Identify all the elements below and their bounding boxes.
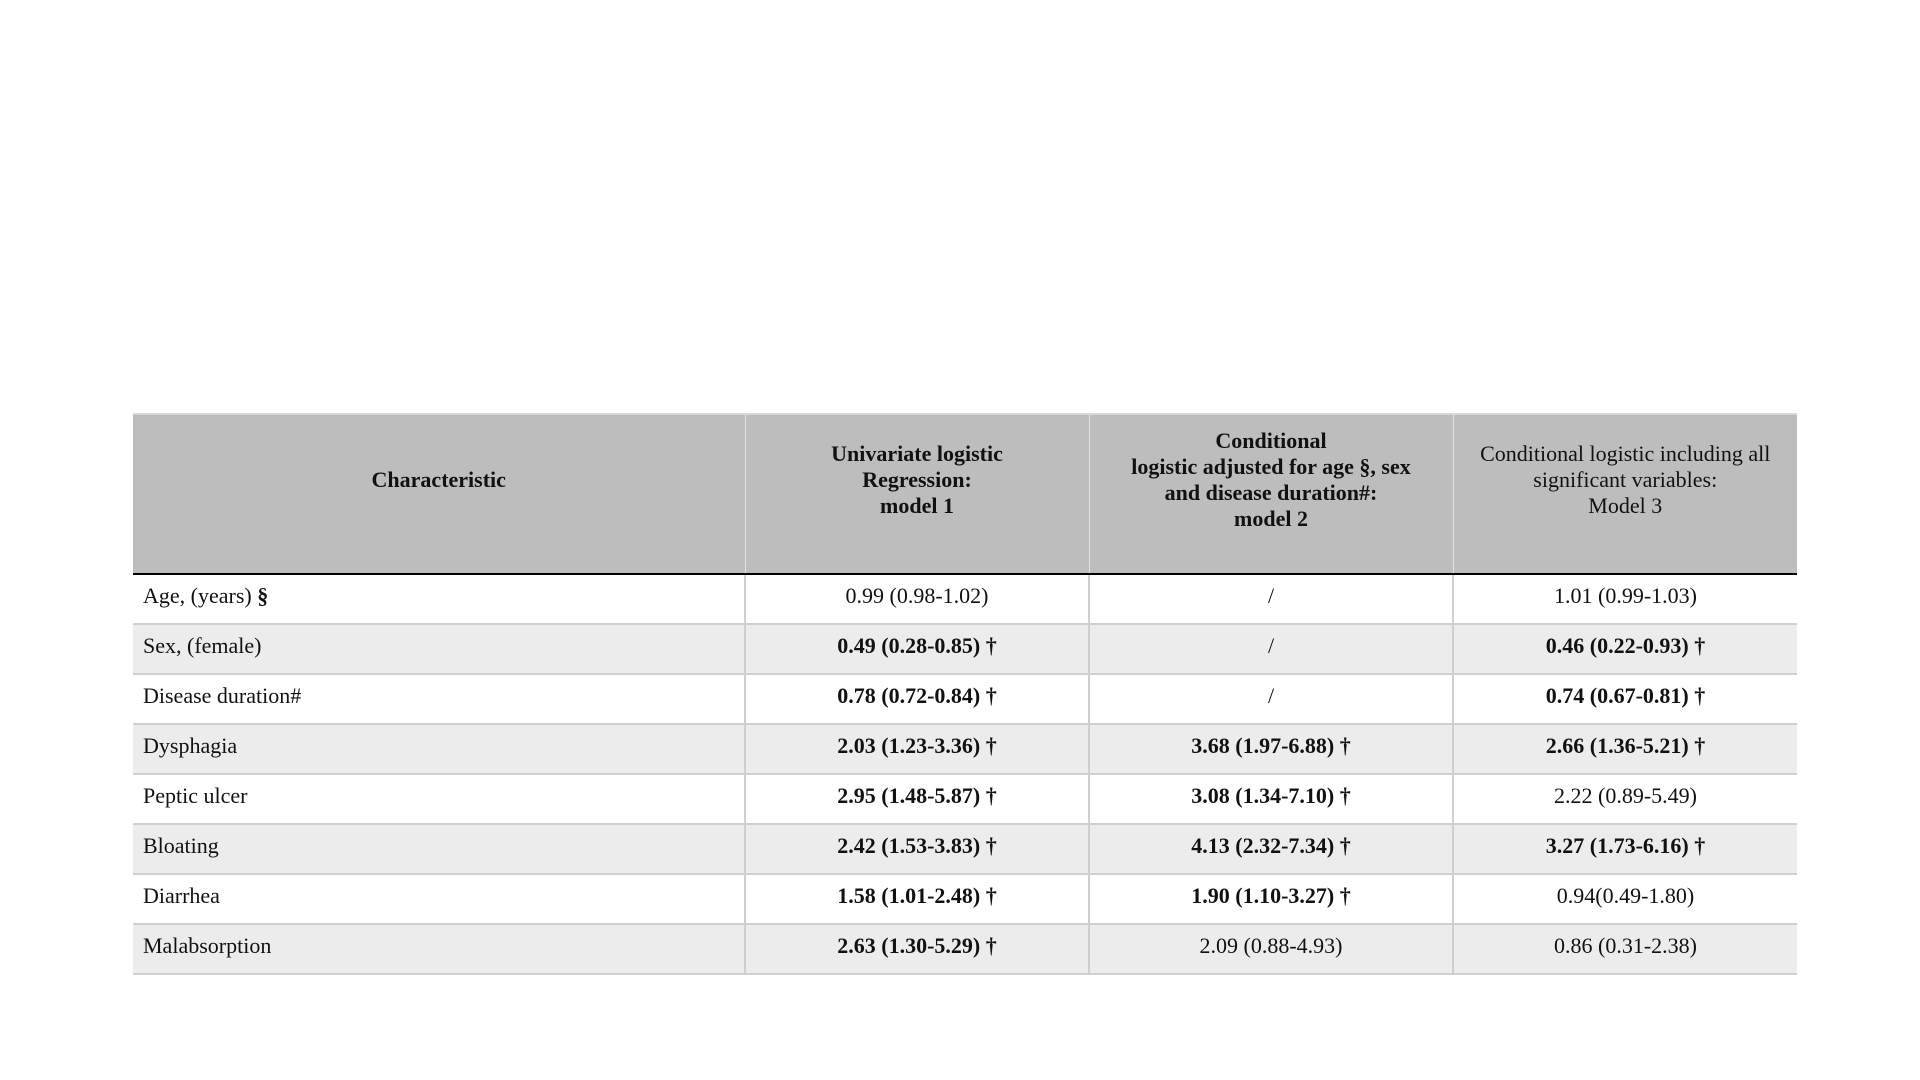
model-1-cell (745, 924, 1089, 974)
characteristic-label: Malabsorption (143, 933, 272, 958)
table-row (133, 674, 1797, 724)
header-line: Univariate logistic (831, 441, 1003, 466)
table-row (133, 924, 1797, 974)
characteristic-cell (133, 574, 745, 624)
model-3-cell (1453, 574, 1797, 624)
odds-ratio-value: 2.95 (1.48-5.87) (837, 783, 981, 808)
odds-ratio-value: / (1267, 683, 1275, 708)
odds-ratio-value: 0.46 (0.22-0.93) (1545, 633, 1689, 658)
table-row (133, 624, 1797, 674)
odds-ratio-value: 2.03 (1.23-3.36) (837, 733, 981, 758)
model-2-cell (1089, 874, 1453, 924)
characteristic-label: Peptic ulcer (143, 783, 248, 808)
model-3-cell (1453, 624, 1797, 674)
model-2-cell (1089, 574, 1453, 624)
model-3-cell (1453, 824, 1797, 874)
odds-ratio-value: 2.09 (0.88-4.93) (1199, 933, 1343, 958)
model-3-cell (1453, 774, 1797, 824)
odds-ratio-value: 2.63 (1.30-5.29) (837, 933, 981, 958)
table-body (133, 574, 1797, 974)
model-1-cell (745, 674, 1089, 724)
characteristic-cell (133, 724, 745, 774)
header-model-2 (1089, 414, 1453, 574)
header-line: Characteristic (371, 467, 506, 492)
odds-ratio-value: 2.42 (1.53-3.83) (837, 833, 981, 858)
characteristic-label: Dysphagia (143, 733, 238, 758)
odds-ratio-value: 1.01 (0.99-1.03) (1554, 583, 1697, 608)
model-2-cell (1089, 724, 1453, 774)
model-1-cell (745, 624, 1089, 674)
odds-ratio-value: / (1267, 583, 1275, 608)
characteristic-cell (133, 774, 745, 824)
header-line: model 2 (1234, 506, 1308, 531)
characteristic-label: Disease duration# (143, 683, 302, 708)
odds-ratio-value: 2.22 (0.89-5.49) (1554, 783, 1697, 808)
odds-ratio-value: 1.58 (1.01-2.48) (837, 883, 981, 908)
header-characteristic (133, 414, 745, 574)
odds-ratio-value: 0.74 (0.67-0.81) (1545, 683, 1689, 708)
model-2-cell (1089, 824, 1453, 874)
model-1-cell (745, 874, 1089, 924)
odds-ratio-value: 4.13 (2.32-7.34) (1191, 833, 1335, 858)
odds-ratio-value: 2.66 (1.36-5.21) (1545, 733, 1689, 758)
characteristic-label: Diarrhea (143, 883, 220, 908)
model-2-cell (1089, 774, 1453, 824)
model-1-cell (745, 724, 1089, 774)
model-2-cell (1089, 674, 1453, 724)
odds-ratio-value: 0.94(0.49-1.80) (1556, 883, 1695, 908)
odds-ratio-value: 3.68 (1.97-6.88) (1191, 733, 1335, 758)
model-2-cell (1089, 924, 1453, 974)
model-1-cell (745, 824, 1089, 874)
odds-ratio-value: 3.27 (1.73-6.16) (1545, 833, 1689, 858)
characteristic-cell (133, 624, 745, 674)
odds-ratio-value: 0.86 (0.31-2.38) (1554, 933, 1697, 958)
footnote-marker: § (257, 583, 269, 608)
header-line: Conditional (1215, 428, 1327, 453)
header-line: and disease duration#: (1164, 480, 1378, 505)
header-row (133, 414, 1797, 574)
odds-ratio-value: 0.49 (0.28-0.85) (837, 633, 981, 658)
header-line: Model 3 (1588, 493, 1663, 518)
header-line: significant variables: (1533, 467, 1718, 492)
characteristic-cell (133, 674, 745, 724)
characteristic-cell (133, 924, 745, 974)
model-3-cell (1453, 674, 1797, 724)
table-row (133, 874, 1797, 924)
odds-ratio-value: 0.99 (0.98-1.02) (845, 583, 989, 608)
model-2-cell (1089, 624, 1453, 674)
header-model-1 (745, 414, 1089, 574)
table-row (133, 824, 1797, 874)
header-line: Conditional logistic including all (1480, 441, 1771, 466)
model-1-cell (745, 574, 1089, 624)
header-line: model 1 (880, 493, 954, 518)
regression-results-table (133, 413, 1797, 975)
model-1-cell (745, 774, 1089, 824)
odds-ratio-value: 0.78 (0.72-0.84) (837, 683, 981, 708)
characteristic-cell (133, 874, 745, 924)
table-header (133, 414, 1797, 574)
odds-ratio-value: 1.90 (1.10-3.27) (1191, 883, 1335, 908)
table-row (133, 774, 1797, 824)
odds-ratio-value: 3.08 (1.34-7.10) (1191, 783, 1335, 808)
characteristic-label: Age, (years) (143, 583, 252, 608)
characteristic-cell (133, 824, 745, 874)
header-line: Regression: (862, 467, 972, 492)
header-line: logistic adjusted for age §, sex (1131, 454, 1411, 479)
table-row (133, 724, 1797, 774)
model-3-cell (1453, 924, 1797, 974)
characteristic-label: Sex, (female) (143, 633, 262, 658)
table-row (133, 574, 1797, 624)
header-model-3 (1453, 414, 1797, 574)
odds-ratio-value: / (1267, 633, 1275, 658)
model-3-cell (1453, 874, 1797, 924)
characteristic-label: Bloating (143, 833, 219, 858)
model-3-cell (1453, 724, 1797, 774)
